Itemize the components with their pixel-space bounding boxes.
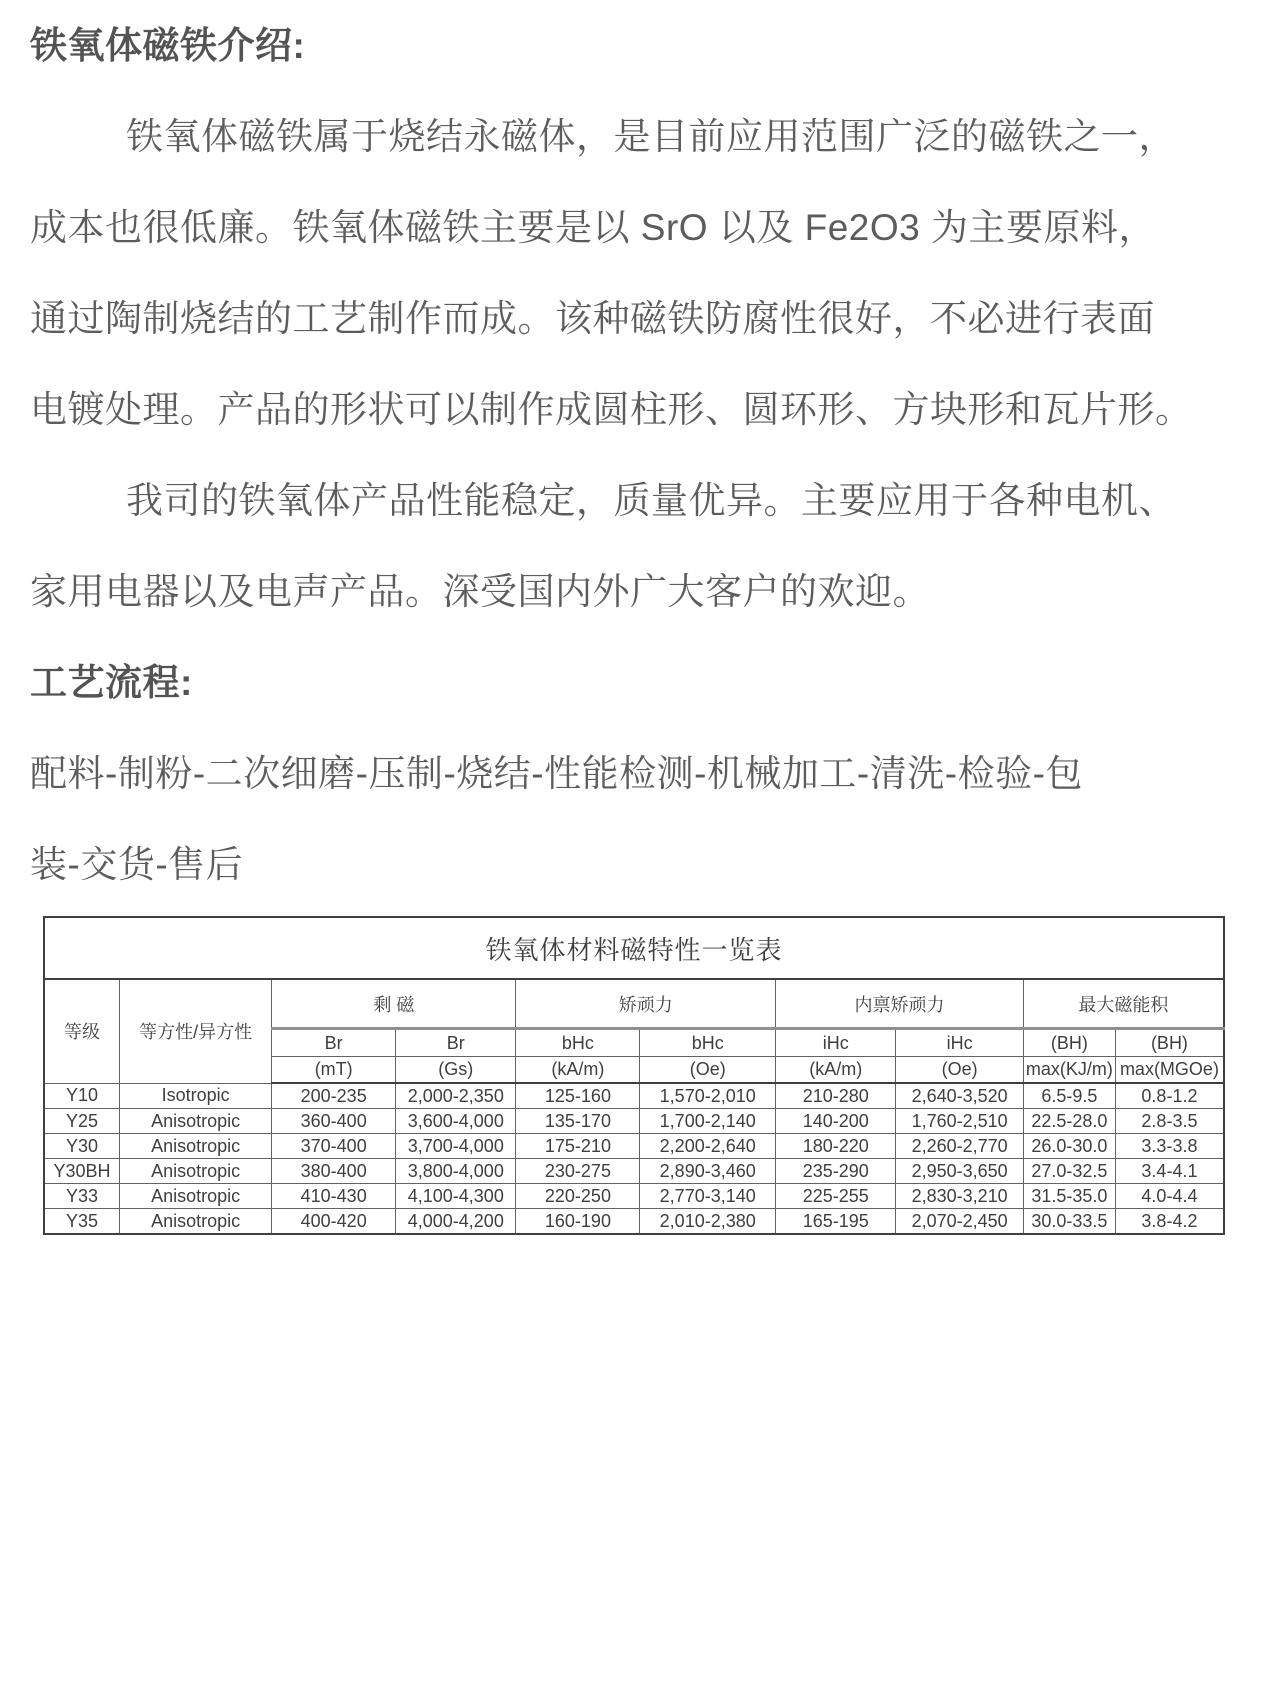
unit-header: (kA/m)	[776, 1057, 896, 1084]
isotropy-cell: Anisotropic	[120, 1184, 272, 1209]
value-cell: 2,200-2,640	[640, 1134, 776, 1159]
grade-cell: Y10	[44, 1083, 120, 1109]
intro-paragraph1-line: 成本也很低廉。铁氧体磁铁主要是以 SrO 以及 Fe2O3 为主要原料，	[30, 207, 1157, 248]
value-cell: 400-420	[272, 1209, 396, 1235]
value-cell: 2,830-3,210	[896, 1184, 1023, 1209]
sub-header: bHc	[640, 1029, 776, 1057]
intro-paragraph1-line: 电镀处理。产品的形状可以制作成圆柱形、圆环形、方块形和瓦片形。	[30, 389, 1193, 430]
value-cell: 160-190	[516, 1209, 640, 1235]
value-cell: 180-220	[776, 1134, 896, 1159]
value-cell: 220-250	[516, 1184, 640, 1209]
value-cell: 4.0-4.4	[1115, 1184, 1224, 1209]
value-cell: 380-400	[272, 1159, 396, 1184]
grade-cell: Y25	[44, 1109, 120, 1134]
isotropy-cell: Anisotropic	[120, 1209, 272, 1235]
table-row	[44, 1159, 1224, 1184]
value-cell: 2,070-2,450	[896, 1209, 1023, 1235]
unit-header: max(KJ/m)	[1023, 1057, 1115, 1084]
value-cell: 27.0-32.5	[1023, 1159, 1115, 1184]
value-cell: 2,000-2,350	[396, 1083, 516, 1109]
value-cell: 22.5-28.0	[1023, 1109, 1115, 1134]
unit-header: max(MGOe)	[1115, 1057, 1224, 1084]
intro-paragraph2-line: 家用电器以及电声产品。深受国内外广大客户的欢迎。	[30, 571, 930, 612]
value-cell: 1,760-2,510	[896, 1109, 1023, 1134]
unit-header: (Gs)	[396, 1057, 516, 1084]
unit-header: (Oe)	[640, 1057, 776, 1084]
sub-header: iHc	[896, 1029, 1023, 1057]
group-header-remanence: 剩 磁	[272, 979, 516, 1029]
group-header-intrinsic-coercivity: 内禀矫顽力	[776, 979, 1024, 1029]
value-cell: 3.8-4.2	[1115, 1209, 1224, 1235]
value-cell: 2,770-3,140	[640, 1184, 776, 1209]
grade-cell: Y33	[44, 1184, 120, 1209]
sub-header: Br	[396, 1029, 516, 1057]
unit-header: (Oe)	[896, 1057, 1023, 1084]
value-cell: 26.0-30.0	[1023, 1134, 1115, 1159]
value-cell: 0.8-1.2	[1115, 1083, 1224, 1109]
value-cell: 230-275	[516, 1159, 640, 1184]
sub-header: (BH)	[1115, 1029, 1224, 1057]
isotropy-cell: Anisotropic	[120, 1159, 272, 1184]
process-paragraph-line: 装-交货-售后	[30, 844, 244, 885]
value-cell: 3.3-3.8	[1115, 1134, 1224, 1159]
value-cell: 3.4-4.1	[1115, 1159, 1224, 1184]
value-cell: 1,570-2,010	[640, 1083, 776, 1109]
process-paragraph-line: 配料-制粉-二次细磨-压制-烧结-性能检测-机械加工-清洗-检验-包	[30, 753, 1083, 794]
intro-section-heading: 铁氧体磁铁介绍:	[30, 25, 306, 66]
table-row	[44, 1109, 1224, 1134]
isotropy-cell: Anisotropic	[120, 1109, 272, 1134]
value-cell: 2,950-3,650	[896, 1159, 1023, 1184]
value-cell: 30.0-33.5	[1023, 1209, 1115, 1235]
value-cell: 2,640-3,520	[896, 1083, 1023, 1109]
table-group-header-row	[44, 979, 1224, 1029]
ferrite-properties-table	[43, 916, 1225, 1235]
intro-paragraph2-line: 我司的铁氧体产品性能稳定，质量优异。主要应用于各种电机、	[126, 480, 1176, 521]
table-title: 铁氧体材料磁特性一览表	[44, 917, 1224, 979]
value-cell: 210-280	[776, 1083, 896, 1109]
unit-header: (kA/m)	[516, 1057, 640, 1084]
value-cell: 410-430	[272, 1184, 396, 1209]
value-cell: 165-195	[776, 1209, 896, 1235]
col-header-grade: 等级	[44, 979, 120, 1083]
table-title-row	[44, 917, 1224, 979]
isotropy-cell: Isotropic	[120, 1083, 272, 1109]
unit-header: (mT)	[272, 1057, 396, 1084]
group-header-coercivity: 矫顽力	[516, 979, 776, 1029]
table-row	[44, 1184, 1224, 1209]
value-cell: 2,010-2,380	[640, 1209, 776, 1235]
value-cell: 360-400	[272, 1109, 396, 1134]
value-cell: 1,700-2,140	[640, 1109, 776, 1134]
sub-header: bHc	[516, 1029, 640, 1057]
table-row	[44, 1083, 1224, 1109]
value-cell: 200-235	[272, 1083, 396, 1109]
value-cell: 31.5-35.0	[1023, 1184, 1115, 1209]
value-cell: 3,700-4,000	[396, 1134, 516, 1159]
value-cell: 3,600-4,000	[396, 1109, 516, 1134]
value-cell: 2,890-3,460	[640, 1159, 776, 1184]
process-section-heading: 工艺流程:	[30, 662, 193, 703]
group-header-max-energy-product: 最大磁能积	[1023, 979, 1224, 1029]
value-cell: 175-210	[516, 1134, 640, 1159]
value-cell: 235-290	[776, 1159, 896, 1184]
value-cell: 2,260-2,770	[896, 1134, 1023, 1159]
grade-cell: Y35	[44, 1209, 120, 1235]
intro-paragraph1-line: 通过陶制烧结的工艺制作而成。该种磁铁防腐性很好，不必进行表面	[30, 298, 1155, 339]
value-cell: 3,800-4,000	[396, 1159, 516, 1184]
value-cell: 225-255	[776, 1184, 896, 1209]
value-cell: 6.5-9.5	[1023, 1083, 1115, 1109]
sub-header: iHc	[776, 1029, 896, 1057]
value-cell: 125-160	[516, 1083, 640, 1109]
sub-header: Br	[272, 1029, 396, 1057]
intro-paragraph1-line: 铁氧体磁铁属于烧结永磁体，是目前应用范围广泛的磁铁之一，	[126, 116, 1176, 157]
sub-header: (BH)	[1023, 1029, 1115, 1057]
grade-cell: Y30BH	[44, 1159, 120, 1184]
value-cell: 140-200	[776, 1109, 896, 1134]
value-cell: 4,100-4,300	[396, 1184, 516, 1209]
value-cell: 4,000-4,200	[396, 1209, 516, 1235]
grade-cell: Y30	[44, 1134, 120, 1159]
col-header-isotropy: 等方性/异方性	[120, 979, 272, 1083]
isotropy-cell: Anisotropic	[120, 1134, 272, 1159]
table-row	[44, 1209, 1224, 1235]
value-cell: 370-400	[272, 1134, 396, 1159]
table-row	[44, 1134, 1224, 1159]
value-cell: 2.8-3.5	[1115, 1109, 1224, 1134]
value-cell: 135-170	[516, 1109, 640, 1134]
